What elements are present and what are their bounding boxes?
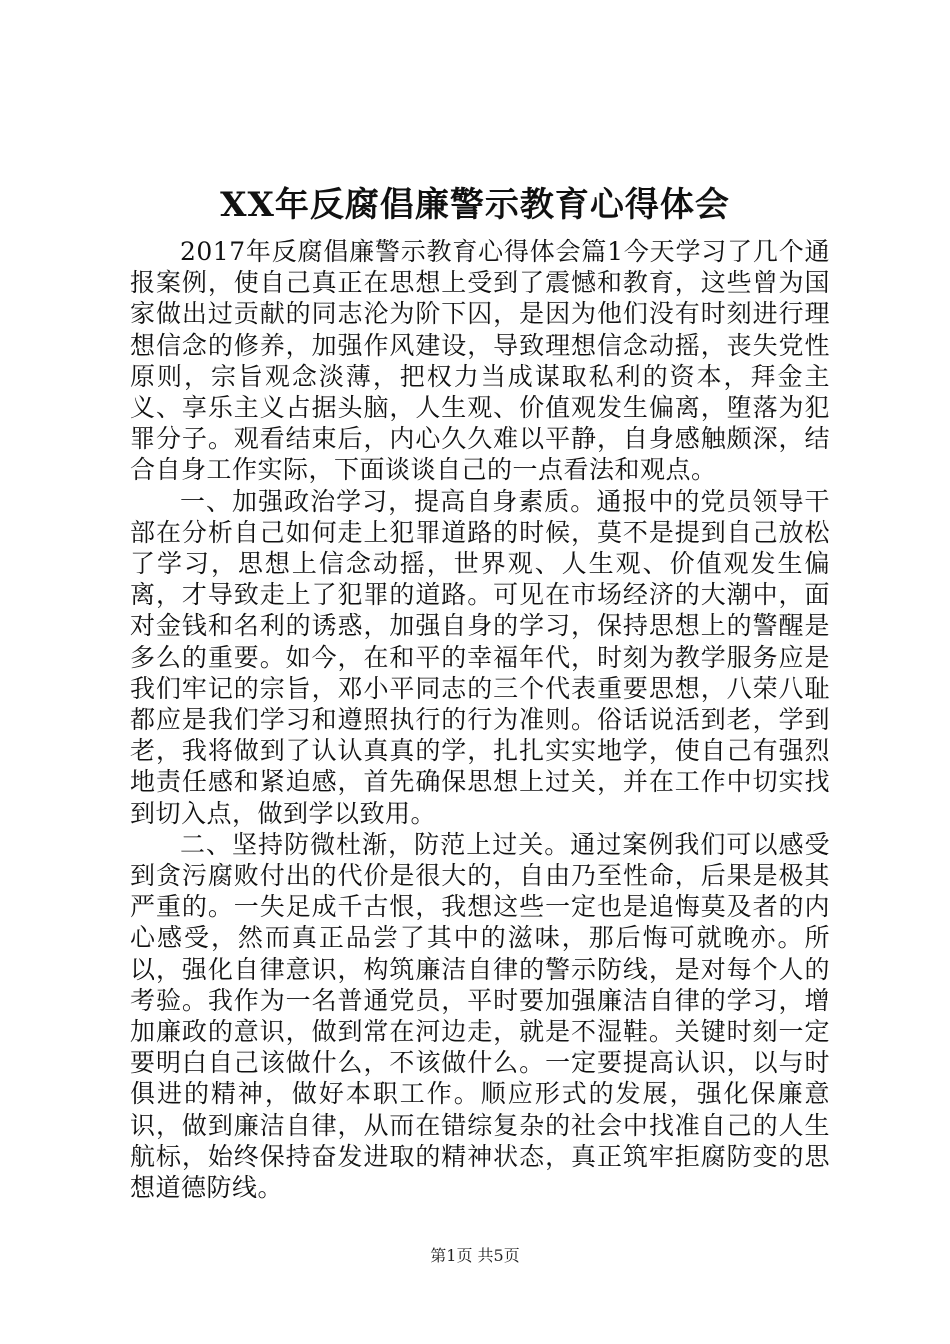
paragraph-intro: 2017年反腐倡廉警示教育心得体会篇1今天学习了几个通报案例，使自己真正在思想上受到了震憾和教育，这些曾为国家做出过贡献的同志沦为阶下囚，是因为他们没有时刻进行理想信念的修养，加强作风建设，导致理想信念动摇，丧失党性原则，宗旨观念淡薄，把权力当成谋取私利的资本，拜金主义、享乐主义占据头脑，人生观、价值观发生偏离，堕落为犯罪分子。观看结束后，内心久久难以平静，自身感触颇深，结合自身工作实际，下面谈谈自己的一点看法和观点。 bbox=[130, 237, 830, 485]
document-title: XX年反腐倡廉警示教育心得体会 bbox=[220, 185, 730, 225]
paragraph-point-two: 二、坚持防微杜渐，防范上过关。通过案例我们可以感受到贪污腐败付出的代价是很大的，自由乃至性命，后果是极其严重的。一失足成千古恨，我想这些一定也是追悔莫及者的内心感受，然而真正品尝了其中的滋味，那后悔可就晚亦。所以，强化自律意识，构筑廉洁自律的警示防线，是对每个人的考验。我作为一名普通党员，平时要加强廉洁自律的学习，增加廉政的意识，做到常在河边走，就是不湿鞋。关键时刻一定要明白自己该做什么，不该做什么。一定要提高认识，以与时俱进的精神，做好本职工作。顺应形式的发展，强化保廉意识，做到廉洁自律，从而在错综复杂的社会中找准自己的人生航标，始终保持奋发进取的精神状态，真正筑牢拒腐防变的思想道德防线。 bbox=[130, 829, 830, 1203]
document-body bbox=[130, 236, 830, 1203]
paragraph-point-one: 一、加强政治学习，提高自身素质。通报中的党员领导干部在分析自己如何走上犯罪道路的时候，莫不是提到自己放松了学习，思想上信念动摇，世界观、人生观、价值观发生偏离，才导致走上了犯罪的道路。可见在市场经济的大潮中，面对金钱和名利的诱惑，加强自身的学习，保持思想上的警醒是多么的重要。如今，在和平的幸福年代，时刻为教学服务应是我们牢记的宗旨，邓小平同志的三个代表重要思想，八荣八耻都应是我们学习和遵照执行的行为准则。俗话说活到老，学到老，我将做到了认认真真的学，扎扎实实地学，使自己有强烈地责任感和紧迫感，首先确保思想上过关，并在工作中切实找到切入点，做到学以致用。 bbox=[130, 486, 830, 828]
page-number-footer: 第1页 共5页 bbox=[430, 1246, 520, 1265]
